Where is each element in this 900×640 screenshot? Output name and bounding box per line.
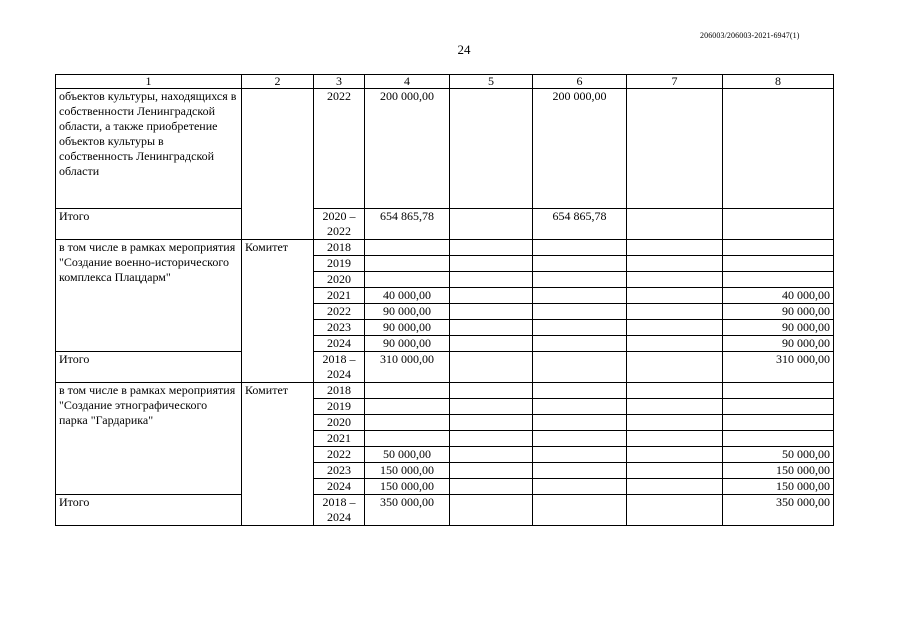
amount-cell-c4: 150 000,00 (365, 479, 450, 495)
table-row (56, 383, 834, 399)
year-cell: 2018 – 2024 (314, 352, 365, 383)
amount-cell-c6 (533, 463, 627, 479)
amount-cell-c6 (533, 383, 627, 399)
column-number: 5 (450, 75, 533, 89)
year-cell: 2022 (314, 89, 365, 209)
amount-cell-c8: 90 000,00 (723, 336, 834, 352)
amount-cell-c5 (450, 495, 533, 526)
amount-cell-c8: 150 000,00 (723, 463, 834, 479)
amount-cell-c5 (450, 240, 533, 256)
amount-cell-c8 (723, 399, 834, 415)
amount-cell-c4 (365, 415, 450, 431)
amount-cell-c4: 310 000,00 (365, 352, 450, 383)
amount-cell-c8 (723, 415, 834, 431)
year-cell: 2020 (314, 272, 365, 288)
amount-cell-c4: 90 000,00 (365, 320, 450, 336)
amount-cell-c8: 310 000,00 (723, 352, 834, 383)
amount-cell-c5 (450, 336, 533, 352)
year-cell: 2022 (314, 304, 365, 320)
year-cell: 2018 (314, 383, 365, 399)
table-row (56, 209, 834, 240)
amount-cell-c6 (533, 272, 627, 288)
year-cell: 2020 – 2022 (314, 209, 365, 240)
amount-cell-c7 (627, 463, 723, 479)
amount-cell-c6 (533, 415, 627, 431)
row-description: Итого (56, 495, 242, 526)
amount-cell-c8: 350 000,00 (723, 495, 834, 526)
amount-cell-c7 (627, 320, 723, 336)
year-cell: 2023 (314, 463, 365, 479)
document-id: 206003/206003-2021-6947(1) (700, 31, 800, 40)
amount-cell-c7 (627, 304, 723, 320)
amount-cell-c8 (723, 89, 834, 209)
amount-cell-c6 (533, 495, 627, 526)
amount-cell-c6 (533, 352, 627, 383)
amount-cell-c7 (627, 256, 723, 272)
amount-cell-c7 (627, 447, 723, 463)
amount-cell-c7 (627, 479, 723, 495)
year-cell: 2021 (314, 288, 365, 304)
row-description: Итого (56, 352, 242, 383)
row-description: Итого (56, 209, 242, 240)
column-number-row (56, 75, 834, 89)
amount-cell-c5 (450, 209, 533, 240)
amount-cell-c5 (450, 272, 533, 288)
row-description: объектов культуры, находящихся в собственности Ленинградской области, а также приобретение объектов культуры в собственность Ленинградской области (56, 89, 242, 209)
amount-cell-c4: 200 000,00 (365, 89, 450, 209)
column-number: 7 (627, 75, 723, 89)
amount-cell-c4: 90 000,00 (365, 336, 450, 352)
amount-cell-c6 (533, 320, 627, 336)
year-cell: 2018 (314, 240, 365, 256)
amount-cell-c8 (723, 256, 834, 272)
amount-cell-c7 (627, 336, 723, 352)
table-row (56, 89, 834, 209)
year-cell: 2024 (314, 479, 365, 495)
amount-cell-c7 (627, 89, 723, 209)
column-number: 6 (533, 75, 627, 89)
amount-cell-c5 (450, 463, 533, 479)
amount-cell-c5 (450, 320, 533, 336)
column-number: 1 (56, 75, 242, 89)
amount-cell-c8: 90 000,00 (723, 320, 834, 336)
amount-cell-c5 (450, 89, 533, 209)
row-description: в том числе в рамках мероприятия "Создание этнографического парка "Гардарика" (56, 383, 242, 495)
amount-cell-c6 (533, 336, 627, 352)
amount-cell-c4: 150 000,00 (365, 463, 450, 479)
amount-cell-c6 (533, 288, 627, 304)
amount-cell-c5 (450, 431, 533, 447)
column-number: 4 (365, 75, 450, 89)
amount-cell-c5 (450, 415, 533, 431)
amount-cell-c4: 90 000,00 (365, 304, 450, 320)
amount-cell-c7 (627, 272, 723, 288)
table-row (56, 352, 834, 383)
responsible-executor: Комитет (242, 240, 314, 383)
amount-cell-c6 (533, 304, 627, 320)
amount-cell-c5 (450, 479, 533, 495)
amount-cell-c4: 40 000,00 (365, 288, 450, 304)
year-cell: 2018 – 2024 (314, 495, 365, 526)
amount-cell-c6 (533, 447, 627, 463)
column-number: 3 (314, 75, 365, 89)
amount-cell-c5 (450, 399, 533, 415)
amount-cell-c7 (627, 415, 723, 431)
amount-cell-c8: 50 000,00 (723, 447, 834, 463)
amount-cell-c6 (533, 240, 627, 256)
amount-cell-c5 (450, 383, 533, 399)
amount-cell-c7 (627, 209, 723, 240)
amount-cell-c6: 654 865,78 (533, 209, 627, 240)
amount-cell-c5 (450, 352, 533, 383)
column-number: 2 (242, 75, 314, 89)
amount-cell-c8 (723, 272, 834, 288)
amount-cell-c7 (627, 383, 723, 399)
year-cell: 2019 (314, 399, 365, 415)
amount-cell-c8 (723, 209, 834, 240)
year-cell: 2023 (314, 320, 365, 336)
amount-cell-c8 (723, 383, 834, 399)
amount-cell-c5 (450, 447, 533, 463)
amount-cell-c4 (365, 399, 450, 415)
amount-cell-c4: 654 865,78 (365, 209, 450, 240)
responsible-executor: Комитет (242, 383, 314, 526)
amount-cell-c5 (450, 288, 533, 304)
row-description: в том числе в рамках мероприятия "Создание военно-исторического комплекса Плацдарм" (56, 240, 242, 352)
amount-cell-c5 (450, 304, 533, 320)
year-cell: 2022 (314, 447, 365, 463)
amount-cell-c8 (723, 431, 834, 447)
amount-cell-c8: 40 000,00 (723, 288, 834, 304)
amount-cell-c6 (533, 399, 627, 415)
amount-cell-c8 (723, 240, 834, 256)
table-row (56, 495, 834, 526)
amount-cell-c6 (533, 431, 627, 447)
amount-cell-c6: 200 000,00 (533, 89, 627, 209)
table-row (56, 240, 834, 256)
amount-cell-c4 (365, 240, 450, 256)
funding-table (55, 74, 834, 526)
amount-cell-c4 (365, 383, 450, 399)
amount-cell-c4: 350 000,00 (365, 495, 450, 526)
amount-cell-c8: 90 000,00 (723, 304, 834, 320)
amount-cell-c7 (627, 352, 723, 383)
amount-cell-c4 (365, 272, 450, 288)
amount-cell-c4 (365, 256, 450, 272)
page-number: 24 (457, 42, 471, 57)
amount-cell-c4: 50 000,00 (365, 447, 450, 463)
amount-cell-c7 (627, 495, 723, 526)
column-number: 8 (723, 75, 834, 89)
amount-cell-c5 (450, 256, 533, 272)
amount-cell-c8: 150 000,00 (723, 479, 834, 495)
amount-cell-c7 (627, 240, 723, 256)
responsible-executor (242, 89, 314, 240)
amount-cell-c7 (627, 431, 723, 447)
amount-cell-c7 (627, 399, 723, 415)
year-cell: 2021 (314, 431, 365, 447)
amount-cell-c4 (365, 431, 450, 447)
amount-cell-c6 (533, 479, 627, 495)
amount-cell-c6 (533, 256, 627, 272)
year-cell: 2024 (314, 336, 365, 352)
year-cell: 2019 (314, 256, 365, 272)
amount-cell-c7 (627, 288, 723, 304)
year-cell: 2020 (314, 415, 365, 431)
